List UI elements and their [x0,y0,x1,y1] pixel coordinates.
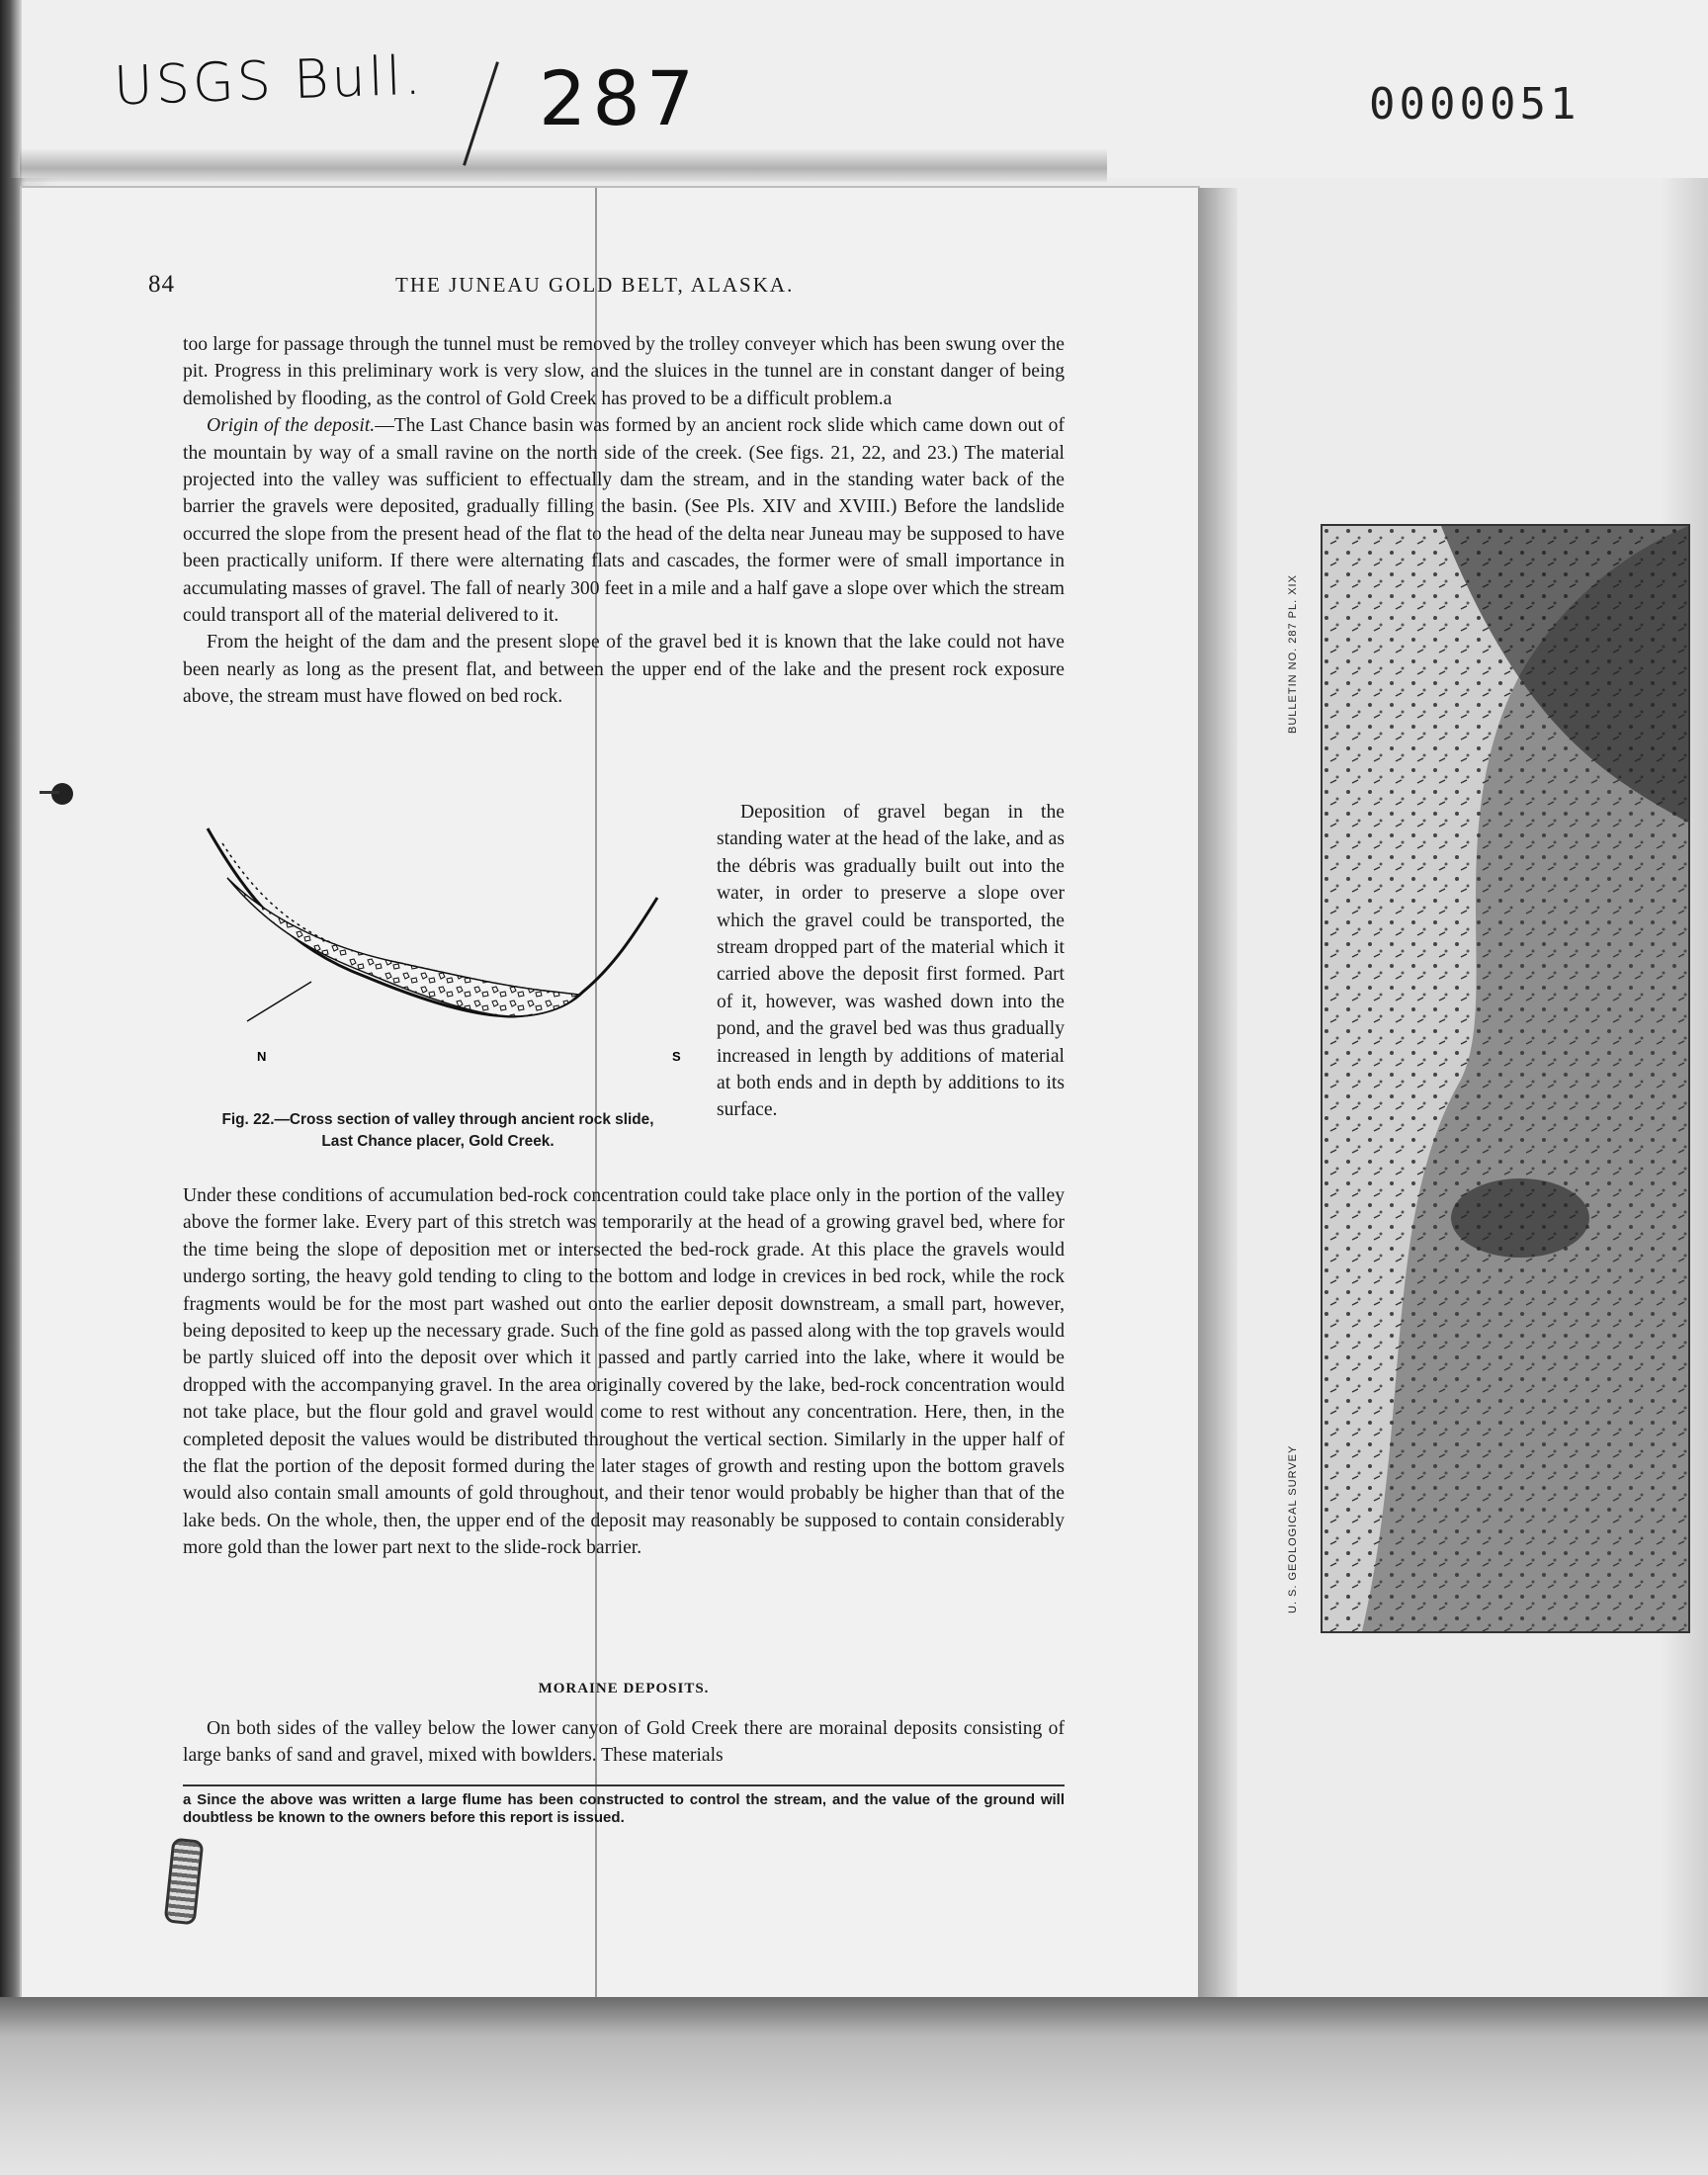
paragraph-origin [183,412,1065,629]
figure-caption [181,1109,695,1153]
text-block-middle [183,1182,1065,1562]
paragraph-conditions: Under these conditions of accumulation bed-rock concentration could take place only in the portion of the valley above the former lake. Every part of this stretch was temporarily at the head of a growing gravel bed, where for the time being the slope of deposition met or intersected the bed-rock grade. At this place the gravels would undergo sorting, the heavy gold tending to cling to the bottom and lodge in crevices in bed rock, while the rock fragments would be for the most part washed out onto the earlier deposit downstream, a small part, however, being deposited to keep up the necessary grade. Such of the fine gold as passed along with the top gravels would be partly sluiced off into the deposit over which it passed and partly carried into the lake, where it would be dropped with the accompanying gravel. In the area originally covered by the lake, bed-rock concentration would not take place, but the flour gold and gravel would come to rest without any concentration. Here, then, in the completed deposit the values would be distributed throughout the vertical section. Similarly in the upper half of the flat the portion of the deposit formed during the later stages of growth and resting upon the bottom gravels would also contain small amounts of gold throughout, and their tenor would probably be higher than that of the lake beds. On the whole, then, the upper end of the deposit may reasonably be supposed to contain considerably more gold than the lower part next to the slide-rock barrier. [183,1185,1065,1559]
figure-cross-section [188,819,702,1086]
paragraph-deposition: Deposition of gravel began in the standing water at the head of the lake, and as the débris was gradually built out into the water, in order to preserve a slope over which the gravel could be transported, the stream dropped part of the material which it carried above the deposit first formed. Part of it, however, was washed down into the pond, and the gravel bed was thus gradually increased in length by additions of material at both ends and in depth by additions to its surface. [717,802,1065,1121]
section-heading-moraine: MORAINE DEPOSITS. [538,1681,710,1696]
page-top-shadow [20,148,1107,182]
page-number: 84 [148,271,175,298]
label-south: S [672,1049,681,1064]
paragraph-tunnel: too large for passage through the tunnel must be removed by the trolley conveyer which has been swung over the pit. Progress in this preliminary work is very slow, and the sluices in the tunnel are in constant danger of being demolished by flooding, as the control of Gold Creek has proved to be a difficult problem.a [183,334,1065,409]
running-title: THE JUNEAU GOLD BELT, ALASKA. [395,273,795,297]
caption-line-1: Fig. 22.—Cross section of valley through ancient rock slide, [221,1111,654,1128]
running-head [148,269,1068,304]
origin-heading: Origin of the deposit. [207,415,376,437]
origin-text: —The Last Chance basin was formed by an ancient rock slide which came down out of the mountain by way of a small ravine on the north side of the creek. (See figs. 21, 22, and 23.) The material projected into the valley was sufficient to effectually dam the stream, and in the standing water back of the barrier the gravels were deposited, gradually filling the basin. (See Pls. XIV and XVIII.) Before the landslide occurred the slope from the present head of the flat to the head of the delta near Juneau may be supposed to have been practically uniform. If there were alternating flats and cascades, the former were of small importance in accumulating masses of gravel. The fall of nearly 300 feet in a mile and a half gave a slope over which the stream could transport all of the material delivered to it. [183,415,1065,627]
text-block-top [183,331,1065,711]
handwritten-number: 287 [539,54,701,142]
rock-slide-deposit [227,878,578,1016]
handwritten-label: USGS Bull. [112,44,425,118]
text-block-moraine [183,1715,1065,1770]
caption-line-2: Last Chance placer, Gold Creek. [321,1133,555,1150]
binding-hole-mark [40,791,59,794]
pointer-line [247,982,311,1021]
binding-hole [51,783,73,805]
paragraph-dam: From the height of the dam and the present slope of the gravel bed it is known that the lake could not have been nearly as long as the present flat, and between the upper end of the lake and the present rock exposure above, the stream must have flowed on bed rock. [183,632,1065,708]
stamp-number: 0000051 [1369,79,1580,130]
bottom-margin [0,1997,1708,2175]
page-right-edge [1198,188,1238,1997]
plate-photo-texture [1323,526,1688,1631]
binding-edge [0,0,22,2175]
plate-label-survey: U. S. GEOLOGICAL SURVEY [1287,1444,1299,1613]
paragraph-moraine: On both sides of the valley below the lower canyon of Gold Creek there are morainal deposits consisting of large banks of sand and gravel, mixed with bowlders. These materials [183,1718,1065,1767]
photo-plate [1321,524,1690,1633]
footnote-rule [183,1784,1065,1786]
footnote: a Since the above was written a large flume has been constructed to control the stream, and the value of the ground will doubtless be known to the owners before this report is issued. [183,1791,1065,1826]
label-north: N [257,1049,267,1064]
text-column-deposition [717,799,1065,1124]
plate-label-bulletin: BULLETIN NO. 287 PL. XIX [1287,574,1299,734]
